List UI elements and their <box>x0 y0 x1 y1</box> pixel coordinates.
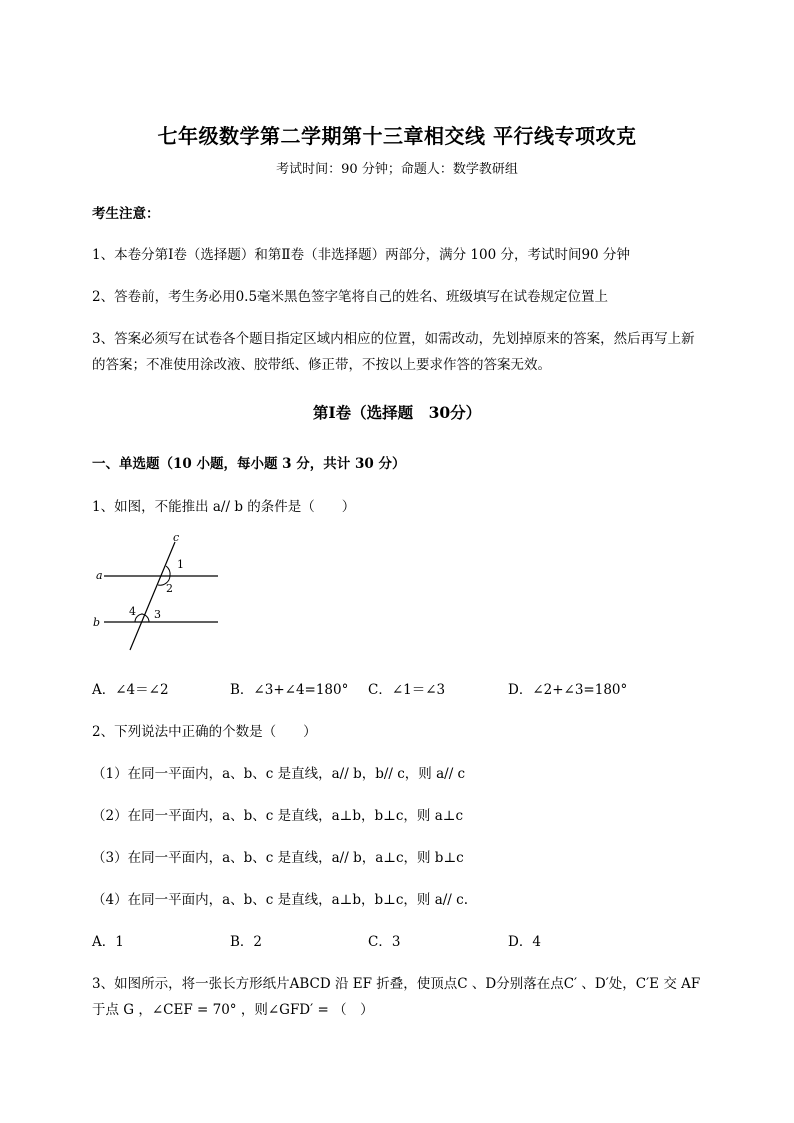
q2-option-a[interactable]: A．1 <box>92 934 124 950</box>
q2-statement-4: （4）在同一平面内，a、b、c 是直线，a⊥b，b⊥c，则 a// c. <box>92 892 468 908</box>
q2-statement-3: （3）在同一平面内，a、b、c 是直线，a// b，a⊥c，则 b⊥c <box>92 850 464 866</box>
exam-info: 考试时间：90 分钟；命题人：数学教研组 <box>276 162 518 177</box>
page-title: 七年级数学第二学期第十三章相交线 平行线专项攻克 <box>157 124 637 148</box>
q1-option-c[interactable]: C．∠1＝∠3 <box>368 682 446 698</box>
notice-heading: 考生注意： <box>92 206 160 222</box>
label-c: c <box>173 531 180 544</box>
q2-option-d[interactable]: D．4 <box>508 934 541 950</box>
question-1-stem: 1、如图，不能推出 a// b 的条件是（ ） <box>92 499 356 515</box>
label-angle-3: 3 <box>154 608 161 621</box>
notice-item-1: 1、本卷分第Ⅰ卷（选择题）和第Ⅱ卷（非选择题）两部分，满分 100 分，考试时间90 分钟 <box>92 247 630 263</box>
label-angle-4: 4 <box>129 605 136 618</box>
label-angle-1: 1 <box>177 558 184 571</box>
label-angle-2: 2 <box>166 582 173 595</box>
question-3-line-2: 于点 G ，∠CEF = 70° ，则∠GFD′ = （ ） <box>92 1002 374 1018</box>
q2-statement-1: （1）在同一平面内，a、b、c 是直线，a// b，b// c，则 a// c <box>92 766 466 782</box>
q2-statement-2: （2）在同一平面内，a、b、c 是直线，a⊥b，b⊥c，则 a⊥c <box>92 808 464 824</box>
label-a: a <box>96 569 103 582</box>
q2-option-c[interactable]: C．3 <box>368 934 401 950</box>
part-heading: 一、单选题（10 小题，每小题 3 分，共计 30 分） <box>92 456 406 472</box>
q1-option-b[interactable]: B．∠3+∠4=180° <box>230 682 349 698</box>
question-1-figure <box>90 530 230 655</box>
line-c <box>130 542 175 650</box>
notice-item-3-line-1: 3、答案必须写在试卷各个题目指定区域内相应的位置，如需改动，先划掉原来的答案，然后再写上新 <box>92 331 695 347</box>
notice-item-2: 2、答卷前，考生务必用0.5毫米黑色签字笔将自己的姓名、班级填写在试卷规定位置上 <box>92 289 609 305</box>
question-2-stem: 2、下列说法中正确的个数是（ ） <box>92 724 317 740</box>
q1-option-d[interactable]: D．∠2+∠3=180° <box>508 682 628 698</box>
notice-item-3-line-2: 的答案；不准使用涂改液、胶带纸、修正带，不按以上要求作答的答案无效。 <box>92 357 551 373</box>
section-title: 第Ⅰ卷（选择题 30分） <box>312 403 482 422</box>
q2-option-b[interactable]: B．2 <box>230 934 263 950</box>
label-b: b <box>93 616 101 629</box>
question-3-line-1: 3、如图所示，将一张长方形纸片ABCD 沿 EF 折叠，使顶点C 、D分别落在点C′ 、D′处，C′E 交 AF <box>92 976 701 992</box>
angle-1-arc <box>166 566 170 576</box>
q1-option-a[interactable]: A．∠4＝∠2 <box>92 682 169 698</box>
